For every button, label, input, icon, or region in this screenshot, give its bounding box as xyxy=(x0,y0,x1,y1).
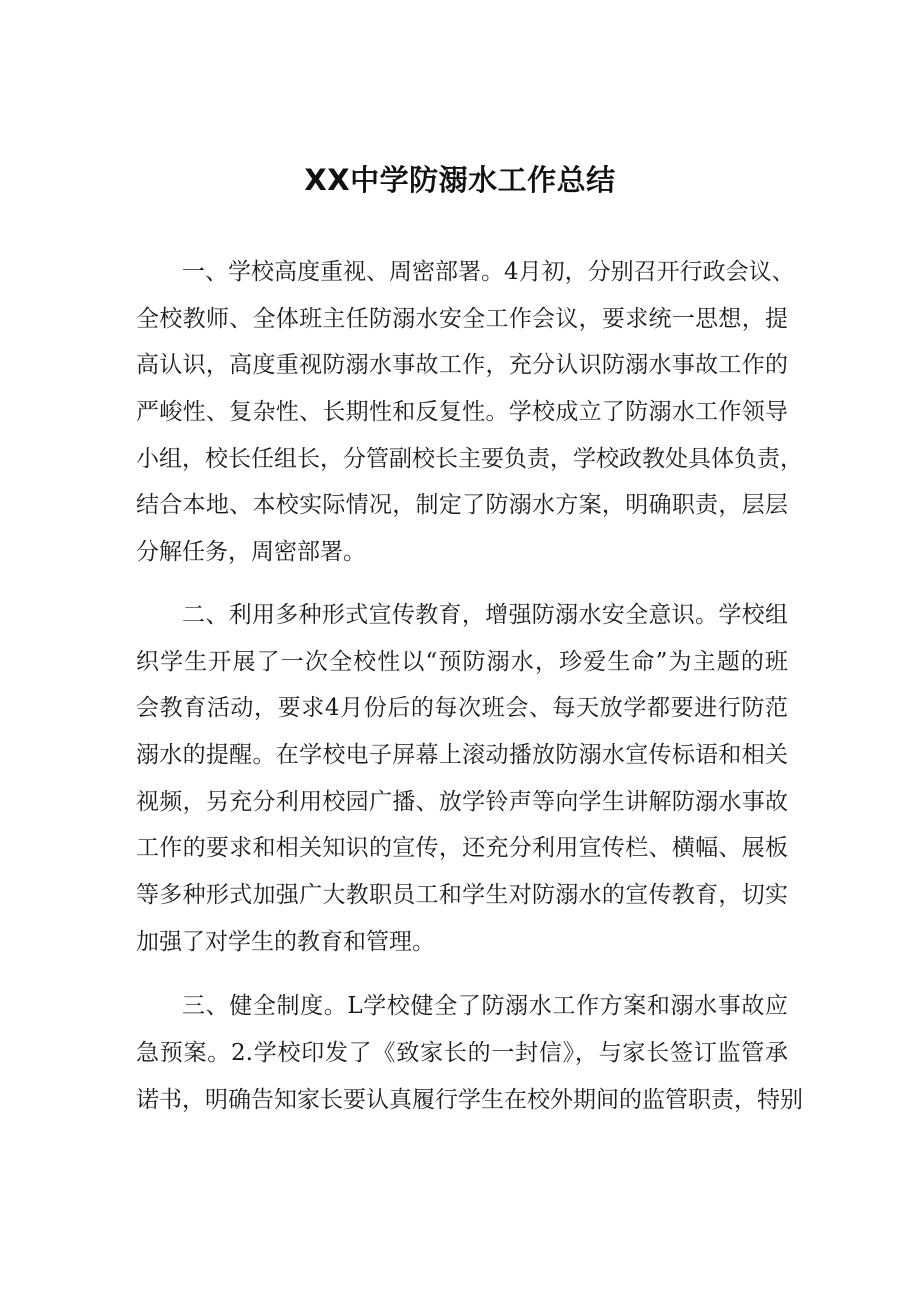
paragraph-3 xyxy=(136,983,803,1123)
paragraph-line: 严峻性、复杂性、长期性和反复性。学校成立了防溺水工作领导 xyxy=(136,399,788,426)
paragraph-line: 视频，另充分利用校园广播、放学铃声等向学生讲解防溺水事故 xyxy=(136,788,788,815)
paragraph-line: 加强了对学生的教育和管理。 xyxy=(136,928,435,955)
paragraph-line: 等多种形式加强广大教职员工和学生对防溺水的宣传教育，切实 xyxy=(136,881,788,908)
paragraph-line: 急预案。2.学校印发了《致家长的一封信》，与家长签订监管承 xyxy=(136,1040,788,1066)
paragraph-line: 诺书，明确告知家长要认真履行学生在校外期间的监管职责，特别 xyxy=(136,1086,803,1113)
document-title: XX中学防溺水工作总结 xyxy=(304,163,616,197)
paragraph-line: 高认识，高度重视防溺水事故工作，充分认识防溺水事故工作的 xyxy=(136,352,788,379)
document-body xyxy=(136,249,803,1139)
paragraph-line: 全校教师、全体班主任防溺水安全工作会议，要求统一思想，提 xyxy=(136,305,788,332)
paragraph-line: 工作的要求和相关知识的宣传，还充分利用宣传栏、横幅、展板 xyxy=(136,835,788,862)
paragraph-line: 结合本地、本校实际情况，制定了防溺水方案，明确职责，层层 xyxy=(136,492,788,519)
paragraph-line: 小组，校长任组长，分管副校长主要负责，学校政教处具体负责， xyxy=(136,445,803,472)
paragraph-line: 会教育活动，要求4月份后的每次班会、每天放学都要进行防范 xyxy=(136,695,788,722)
paragraph-line: 一、学校高度重视、周密部署。4月初，分别召开行政会议、 xyxy=(182,259,795,285)
paragraph-line: 二、利用多种形式宣传教育，增强防溺水安全意识。学校组 xyxy=(182,601,788,628)
paragraph-line: 溺水的提醒。在学校电子屏幕上滚动播放防溺水宣传标语和相关 xyxy=(136,741,788,768)
paragraph-2 xyxy=(136,592,788,966)
paragraph-line: 分解任务，周密部署。 xyxy=(136,539,366,566)
paragraph-line: 织学生开展了一次全校性以“预防溺水，珍爱生命”为主题的班 xyxy=(136,648,788,675)
paragraph-line: 三、健全制度。L学校健全了防溺水工作方案和溺水事故应 xyxy=(182,993,788,1020)
paragraph-1 xyxy=(136,249,803,576)
